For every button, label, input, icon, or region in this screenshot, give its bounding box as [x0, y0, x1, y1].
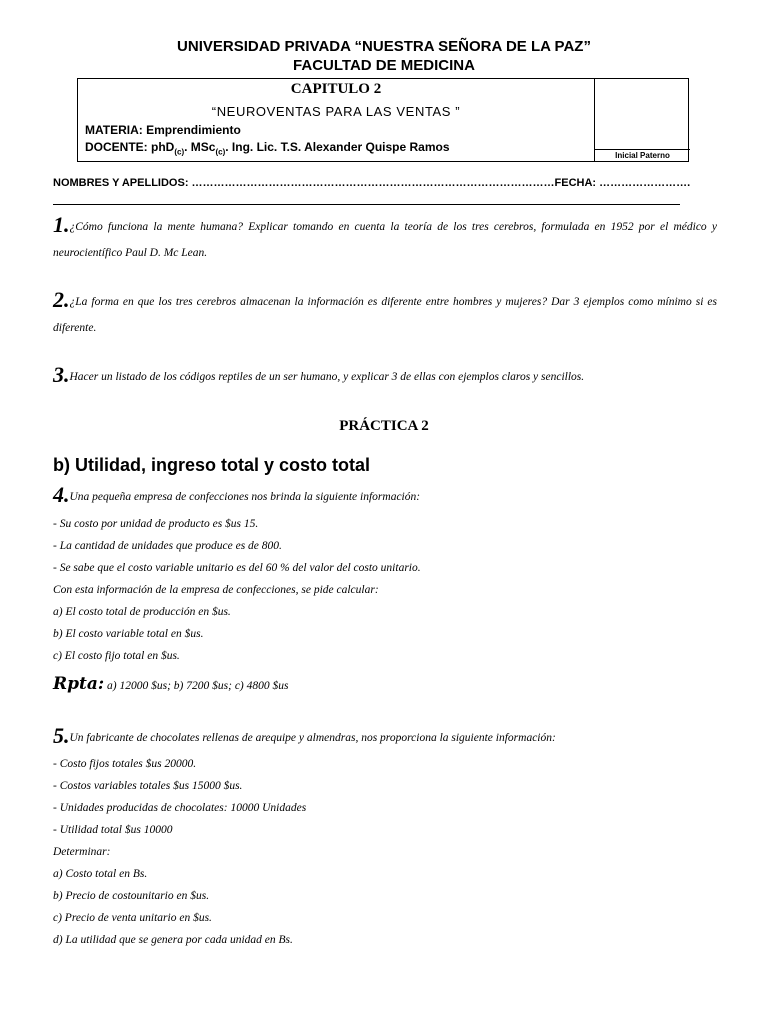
problem-4-intro: 4.Una pequeña empresa de confecciones nos brinda la siguiente información:: [53, 482, 421, 507]
problem-5-line: c) Precio de venta unitario en $us.: [53, 912, 212, 924]
problem-5-line: b) Precio de costounitario en $us.: [53, 890, 210, 902]
problem-5-line: a) Costo total en Bs.: [53, 868, 148, 880]
signature-box: [594, 79, 690, 161]
problem-4-line: c) El costo fijo total en $us.: [53, 650, 180, 662]
problem-4-line: - La cantidad de unidades que produce es de 800.: [53, 540, 282, 552]
problem-5-line: Determinar:: [53, 846, 111, 858]
practice-title: PRÁCTICA 2: [339, 418, 429, 434]
teacher-line: DOCENTE: phD$_{(c)}$. MSc$_{(c)}$. Ing. Lic. T.S. Alexander Quispe Ramos: [85, 140, 450, 157]
section-title: b) Utilidad, ingreso total y costo total: [53, 455, 371, 475]
problem-5-line: d) La utilidad que se genera por cada unidad en Bs.: [53, 934, 293, 946]
problem-4-line: - Se sabe que el costo variable unitario es del 60 % del valor del costo unitario.: [53, 562, 421, 574]
chapter-subtitle: “NEUROVENTAS PARA LAS VENTAS ”: [211, 104, 461, 119]
problem-5-line: - Utilidad total $us 10000: [53, 824, 173, 836]
problem-4-line: Con esta información de la empresa de confecciones, se pide calcular:: [53, 584, 379, 596]
student-name-date-line: NOMBRES Y APELLIDOS: ………………………………………………………………………………………FECHA: …………………….: [53, 177, 691, 189]
problem-5-intro: 5.Un fabricante de chocolates rellenas de arequipe y almendras, nos proporciona la siguiente información:: [53, 723, 556, 748]
question-2: 2.¿La forma en que los tres cerebros almacenan la información es diferente entre hombres y mujeres? Dar 3 ejemplos como mínimo si es diferente.: [53, 287, 717, 334]
question-3: 3.Hacer un listado de los códigos reptiles de un ser humano, y explicar 3 de ellas con ejemplos claros y sencillos.: [53, 362, 585, 387]
problem-4-line: b) El costo variable total en $us.: [53, 628, 204, 640]
divider: [53, 204, 680, 205]
problem-4-line: a) El costo total de producción en $us.: [53, 606, 231, 618]
question-1: 1.¿Cómo funciona la mente humana? Explicar tomando en cuenta la teoría de los tres cerebros, formulada en 1952 por el médico y neurocientífico Paul D. Mc Lean.: [53, 212, 717, 259]
problem-5-line: - Costo fijos totales $us 20000.: [53, 758, 197, 770]
problem-4-line: - Su costo por unidad de producto es $us 15.: [53, 518, 259, 530]
subject-line: MATERIA: Emprendimiento: [85, 123, 241, 137]
university-name: UNIVERSIDAD PRIVADA “NUESTRA SEÑORA DE LA PAZ”: [177, 38, 591, 55]
chapter-title: CAPITULO 2: [290, 81, 382, 97]
signature-label: Inicial Paterno: [595, 149, 690, 162]
faculty-name: FACULTAD DE MEDICINA: [293, 57, 475, 74]
problem-5-line: - Unidades producidas de chocolates: 10000 Unidades: [53, 802, 307, 814]
header-box: [77, 78, 689, 162]
problem-4-answer: Rpta: a) 12000 $us; b) 7200 $us; c) 4800 $us: [53, 674, 289, 694]
problem-5-line: - Costos variables totales $us 15000 $us.: [53, 780, 243, 792]
